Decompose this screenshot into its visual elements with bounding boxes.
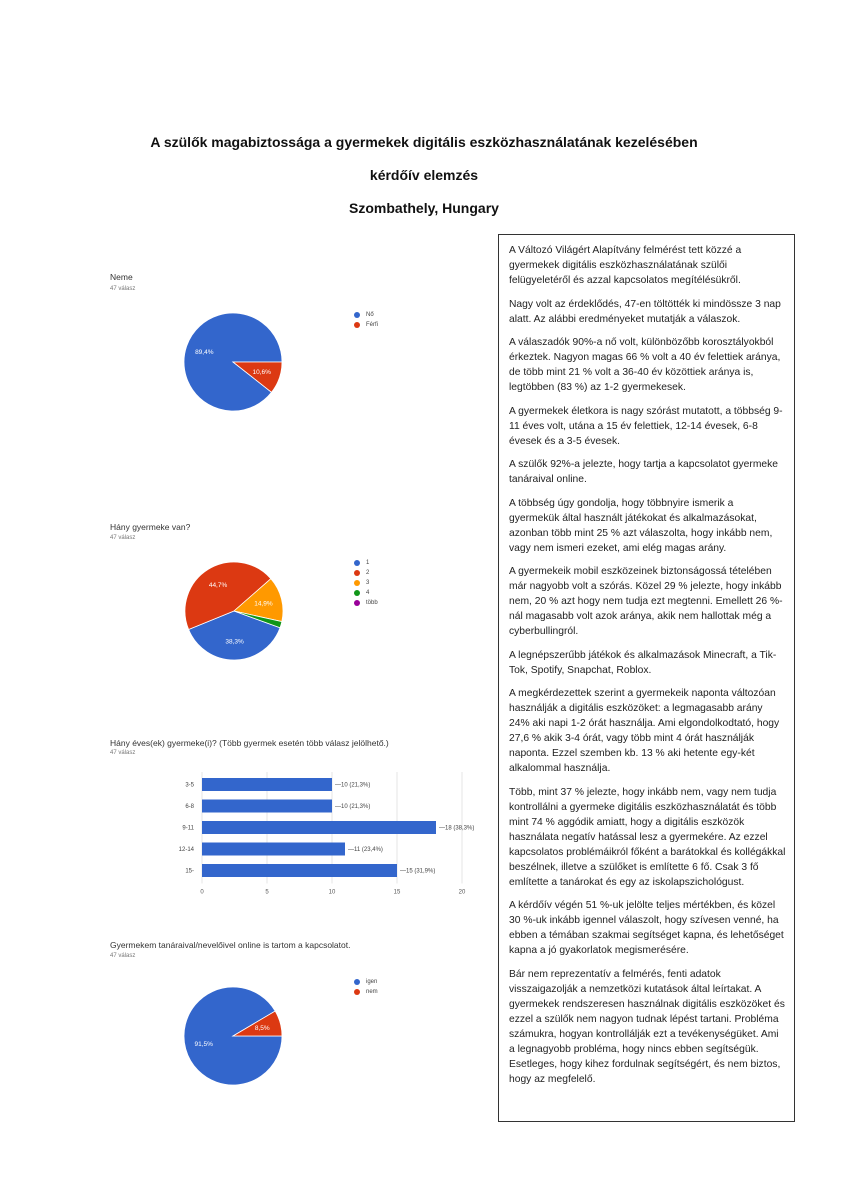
chart-legend (354, 977, 378, 997)
bar (202, 778, 332, 791)
chart-subtitle: 47 válasz (110, 953, 136, 959)
title-line-2: kérdőív elemzés (369, 167, 479, 183)
paragraph: A Változó Világért Alapítvány felmérést tett közzé a gyermekek digitális eszközhasználatának szülői felügyeletéről és azzal kapcsolatos megítélésükről. (509, 245, 742, 286)
legend-item (354, 987, 378, 997)
category-label: 6-8 (185, 804, 194, 810)
pie-slice-label: 10,6% (252, 368, 271, 376)
legend-label: több (366, 600, 378, 606)
x-tick-label: 5 (265, 889, 269, 896)
paragraph: A szülők 92%-a jelezte, hogy tartja a kapcsolatot gyermeke tanáraival online. (509, 459, 779, 485)
legend-item (354, 310, 378, 320)
legend-label: Nő (366, 312, 374, 318)
chart-children-age (110, 738, 490, 898)
legend-swatch (354, 580, 360, 586)
chart-gender (110, 272, 470, 422)
pie-slice-label: 38,3% (225, 638, 244, 646)
chart-children-count (110, 522, 470, 672)
paragraph: A megkérdezettek szerint a gyermekeik naponta változóan használják a digitális eszközöket: a legmagasabb arány 24% aki napi 1-2 órát használja. Ami elgondolkodtató, hogy 27,6 % akik 3-4 órát, vagy több mint 4 órát használják naponta. Ezzel szemben kb. 13 % aki hetente egy-két alkalommal használja. (509, 688, 780, 774)
bar-value-label: —10 (21,3%) (335, 782, 371, 789)
pie-slice-label: 91,5% (194, 1041, 213, 1049)
bar-value-label: —11 (23,4%) (348, 847, 383, 853)
pie-slice-label: 8,5% (254, 1024, 270, 1032)
legend-label: 1 (366, 560, 370, 566)
paragraph: A gyermekeik mobil eszközeinek biztonságossá tételében már nagyobb volt a szórás. Közel 29 % jelezte, hogy inkább nem, 20 % azt hogy nem tudja ezt megtenni. Emellett 26 %-nál magasabb volt azok aránya, akik nem hallottak még a cyberbullingról. (509, 566, 783, 637)
legend-swatch (354, 560, 360, 566)
legend-item (354, 320, 378, 330)
title-line-3: Szombathely, Hungary (349, 200, 499, 216)
chart-subtitle: 47 válasz (110, 286, 136, 292)
pie-slice-label: 14,9% (254, 600, 273, 608)
paragraph: A kérdőív végén 51 %-uk jelölte teljes mértékben, és közel 30 %-uk inkább igennel válaszolt, hogy szívesen venné, ha ebben a témában szakmai segítséget kapna, és lehetőséget kapna a jó gyakorlatok megismerésére. (509, 900, 784, 956)
pie-slice-label: 89,4% (195, 349, 214, 357)
x-tick-label: 20 (458, 889, 466, 896)
x-tick-label: 15 (393, 889, 401, 896)
bar (202, 864, 397, 877)
legend-label: 4 (366, 590, 370, 596)
category-label: 3-5 (185, 782, 194, 789)
bar-value-label: —18 (38,3%) (439, 825, 475, 832)
category-label: 15- (185, 868, 194, 875)
chart-title: Hány éves(ek) gyermeke(i)? (Több gyermek esetén több válasz jelölhető.) (110, 738, 389, 748)
paragraph: A legnépszerűbb játékok és alkalmazások Minecraft, a Tik-Tok, Spotify, Snapchat, Roblox. (509, 649, 777, 676)
chart-subtitle: 47 válasz (110, 750, 136, 756)
paragraph: A válaszadók 90%-a nő volt, különbözőbb korosztályokból érkeztek. Nagyon magas 66 % volt a 40 év felettiek aránya, de több mint 21 % volt a 36-40 év közöttiek aránya is, legtöbben (83 %) az 1-2 gyermekesek. (509, 337, 781, 393)
legend-label: 2 (366, 570, 370, 576)
legend-item (354, 578, 378, 588)
legend-label: Férfi (366, 322, 378, 328)
legend-item (354, 598, 378, 608)
legend-label: 3 (366, 580, 370, 586)
bar-chart (110, 764, 490, 904)
legend-item (354, 977, 378, 987)
category-label: 12-14 (178, 847, 194, 853)
chart-legend (354, 558, 378, 608)
chart-title: Neme (110, 272, 133, 282)
chart-teacher-contact (110, 940, 470, 1090)
legend-swatch (354, 989, 360, 995)
legend-swatch (354, 979, 360, 985)
pie-chart (173, 976, 293, 1096)
paragraph: A többség úgy gondolja, hogy többnyire ismerik a gyermekük által használt játékokat és alkalmazásokat, azonban több mint 25 % azt válaszolta, hogy inkább nem, vagy nem ismeri ezeket, ami elég magas arány. (509, 497, 773, 554)
legend-item (354, 558, 378, 568)
pie-chart (174, 551, 294, 671)
bar-value-label: —10 (21,3%) (335, 804, 371, 810)
paragraph: Nagy volt az érdeklődés, 47-en töltötték ki mindössze 3 nap alatt. Az alábbi eredményeket mutatják a válaszok. (509, 298, 781, 325)
category-label: 9-11 (182, 825, 194, 832)
bar (202, 800, 332, 813)
legend-label: nem (366, 989, 378, 995)
legend-swatch (354, 590, 360, 596)
legend-swatch (354, 600, 360, 606)
paragraph: A gyermekek életkora is nagy szórást mutatott, a többség 9-11 éves volt, utána a 15 év felettiek, 12-14 évesek, 6-8 évesek és a 3-5 évesek. (509, 405, 783, 447)
legend-swatch (354, 312, 360, 318)
legend-label: igen (366, 979, 378, 985)
paragraph: Bár nem reprezentatív a felmérés, fenti adatok visszaigazolják a nemzetközi kutatások által leírtakat. A gyermekek rendszeresen használnak digitális eszközöket és ezzel a szülők nem nagyon tudnak lépést tartani. Probléma számukra, hogyan kontrollálják ezt a tevékenységüket. Ami a legnagyobb probléma, hogy nincs ebben segítségük. Esetleges, hogy kihez fordulnak segítségért, és nem biztos, hogy az megfelelő. (509, 968, 785, 1085)
x-tick-label: 0 (200, 889, 204, 896)
legend-item (354, 588, 378, 598)
chart-legend (354, 310, 378, 330)
pie-slice-label: 44,7% (208, 582, 228, 590)
chart-title: Gyermekem tanáraival/nevelőivel online is tartom a kapcsolatot. (110, 940, 351, 950)
bar-value-label: —15 (31,9%) (400, 868, 436, 875)
chart-subtitle: 47 válasz (110, 535, 136, 541)
title-line-1: A szülők magabiztossága a gyermekek digitális eszközhasználatának kezelésében (150, 134, 698, 150)
bar (202, 843, 345, 856)
bar (202, 821, 436, 834)
chart-title: Hány gyermeke van? (110, 522, 191, 532)
x-tick-label: 10 (328, 889, 336, 896)
legend-item (354, 568, 378, 578)
paragraph: Több, mint 37 % jelezte, hogy inkább nem, vagy nem tudja kontrollálni a gyermeke digitális eszközhasználatát és több mint 74 % aggódik amiatt, hogy a digitális eszközök használata negatív hatással lesz a gyermekére. Az ezzel kapcsolatos problémáikról főként a barátokkal és kollégákkal beszélnek, illetve a szülőket is említette 6 fő. Csak 3 fő említette a tanárokat és egy az iskolapszichológust. (509, 786, 786, 888)
pie-chart (173, 302, 293, 422)
legend-swatch (354, 570, 360, 576)
legend-swatch (354, 322, 360, 328)
summary-text-box (498, 234, 795, 1122)
